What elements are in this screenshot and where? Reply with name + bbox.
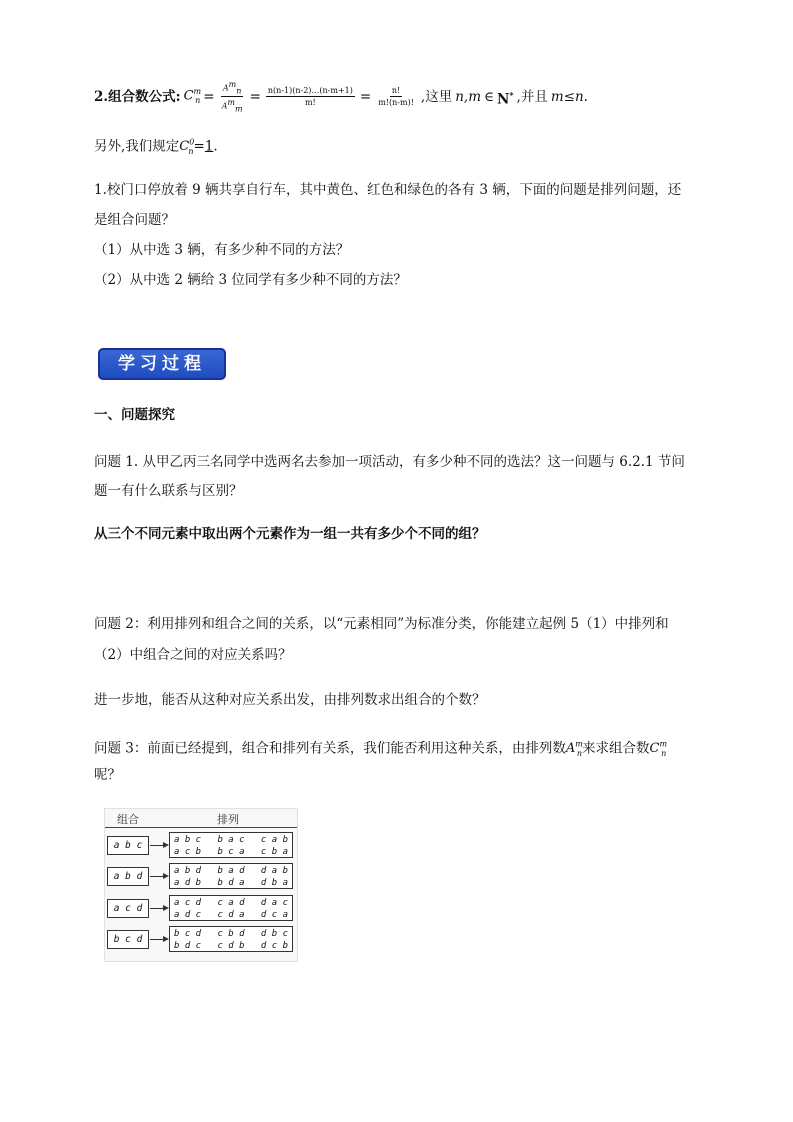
combo-box: b c d xyxy=(107,930,149,949)
arrow-icon xyxy=(150,939,167,940)
q1-intro-line-1: 1.校门口停放着 9 辆共享自行车，其中黄色、红色和绿色的各有 3 辆，下面的问题是排列问题，还 xyxy=(94,182,682,198)
fraction-factorial: $\frac{n!}{m!(n-m)!}$ xyxy=(378,86,414,108)
a-symbol: $A^m_n$ xyxy=(565,740,583,758)
problem-2-line-3: 进一步地，能否从这种对应关系出发，由排列数求出组合的个数？ xyxy=(94,692,486,708)
arrow-icon xyxy=(150,908,167,909)
q1-sub-question-2: （2）从中选 2 辆给 3 位同学有多少种不同的方法？ xyxy=(94,272,407,288)
equals-sign: = xyxy=(249,88,261,105)
problem-1-line-2: 题一有什么联系与区别？ xyxy=(94,483,243,499)
arrow-icon xyxy=(150,845,167,846)
perm-box: a b d b a d d a b a d b b d a d b a xyxy=(169,863,293,889)
diagram-header-perm: 排列 xyxy=(217,813,239,826)
diagram-header-combo: 组合 xyxy=(117,813,139,826)
perm-box: a b c b a c c a b a c b b c a c b a xyxy=(169,832,293,858)
diagram-header-divider xyxy=(105,827,297,828)
combination-permutation-diagram xyxy=(104,808,298,962)
definition-line xyxy=(94,133,218,162)
equals-sign: = xyxy=(203,88,215,105)
c-symbol: $C^m_n$ xyxy=(183,87,202,106)
formula-prefix: 2.组合数公式: xyxy=(94,88,181,105)
problem-3-line-2: 呢？ xyxy=(94,767,121,783)
q1-sub-question-1: （1）从中选 3 辆，有多少种不同的方法？ xyxy=(94,242,350,258)
bold-question: 从三个不同元素中取出两个元素作为一组一共有多少个不同的组？ xyxy=(94,526,486,542)
c-zero-symbol: $C^0_n$ xyxy=(179,138,195,156)
perm-box: b c d c b d d b c b d c c d b d c b xyxy=(169,926,293,952)
problem-3-text: 问题 3：前面已经提到，组合和排列有关系，我们能否利用这种关系，由排列数 xyxy=(94,740,566,757)
perm-box: a c d c a d d a c a d c c d a d c a xyxy=(169,895,293,921)
equals-sign: = xyxy=(359,88,372,105)
formula-condition: m≤n. xyxy=(550,88,588,105)
problem-3-line-1 xyxy=(94,735,666,764)
combination-formula xyxy=(94,79,588,115)
problem-3-mid: 来求组合数 xyxy=(582,740,650,757)
definition-prefix: 另外,我们规定 xyxy=(94,138,180,155)
formula-tail-2: ,并且 xyxy=(516,88,548,105)
combo-box: a b c xyxy=(107,836,149,855)
problem-1-line-1: 问题 1. 从甲乙丙三名同学中选两名去参加一项活动，有多少种不同的选法？这一问题与 6.2.1 节问 xyxy=(94,454,685,470)
arrow-icon xyxy=(150,876,167,877)
section-banner: 学习过程 xyxy=(98,348,226,380)
element-of: ∈ xyxy=(484,88,494,105)
fraction-product: $\frac{n(n-1)(n-2)\dots(n-m+1)}{m!}$ xyxy=(267,86,353,108)
natural-set: N* xyxy=(497,89,514,107)
problem-2-line-2: （2）中组合之间的对应关系吗？ xyxy=(94,647,292,663)
definition-value: 1 xyxy=(204,138,214,155)
q1-intro-line-2: 是组合问题？ xyxy=(94,212,175,228)
fraction-a-over-a: $\frac{A^m_n}{A^m_m}$ xyxy=(221,80,243,114)
equals-sign: = xyxy=(193,138,205,155)
problem-2-line-1: 问题 2：利用排列和组合之间的关系，以“元素相同”为标准分类，你能建立起例 5（1）中排列和 xyxy=(94,616,669,632)
c-symbol: $C^m_n$ xyxy=(649,740,668,758)
period: . xyxy=(213,138,218,155)
formula-tail: ,这里 xyxy=(420,88,453,105)
combo-box: a c d xyxy=(107,899,149,918)
section-heading: 一、问题探究 xyxy=(94,407,175,423)
formula-vars: n,m xyxy=(455,88,481,105)
combo-box: a b d xyxy=(107,867,149,886)
